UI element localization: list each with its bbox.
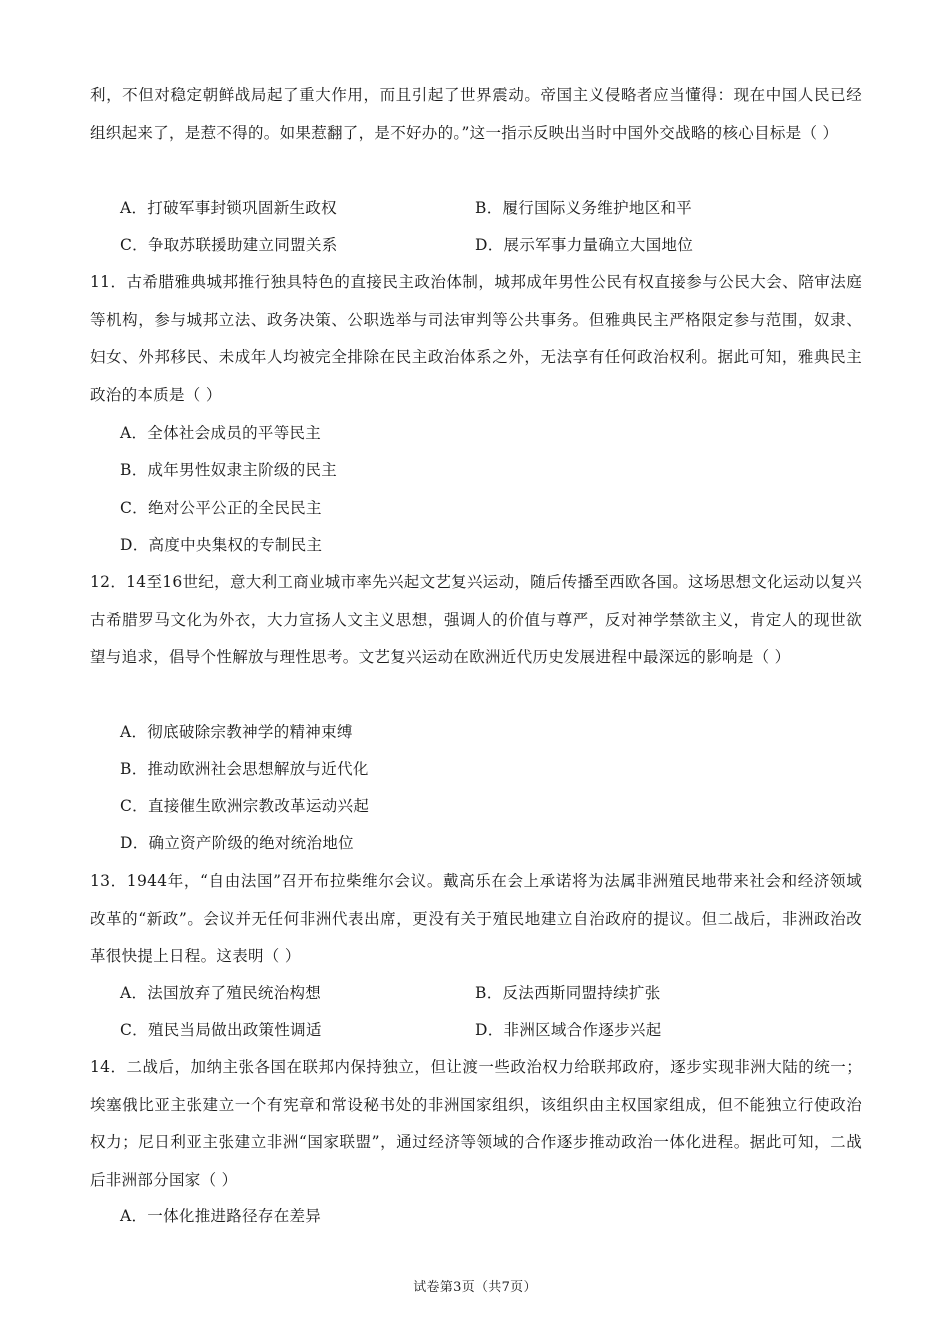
q10-option-a: A．打破军事封锁巩固新生政权 — [120, 199, 337, 217]
q12-option-c: C．直接催生欧洲宗教改革运动兴起 — [120, 797, 370, 815]
q10-option-d: D．展示军事力量确立大国地位 — [475, 236, 694, 254]
q12-option-a: A．彻底破除宗教神学的精神束缚 — [120, 723, 353, 741]
q11-option-c: C．绝对公平公正的全民民主 — [120, 499, 322, 517]
q12-option-d: D．确立资产阶级的绝对统治地位 — [120, 834, 354, 852]
q10-option-c: C．争取苏联援助建立同盟关系 — [120, 236, 338, 254]
q14-option-a: A．一体化推进路径存在差异 — [120, 1207, 322, 1225]
q11-option-d: D．高度中央集权的专制民主 — [120, 536, 323, 554]
q11-option-b: B．成年男性奴隶主阶级的民主 — [120, 461, 338, 479]
q12-stem: 12．14至16世纪，意大利工商业城市率先兴起文艺复兴运动，随后传播至西欧各国。这场思想文化运动以复兴古希腊罗马文化为外衣，大力宣扬人文主义思想，强调人的价值与尊严，反对神学禁欲主义，肯定人的现世欲望与追求，倡导个性解放与理性思考。文艺复兴运动在欧洲近代历史发展进程中最深远的影响是（ ） — [90, 573, 862, 666]
page-number-footer: 试卷第3页（共7页） — [413, 1280, 537, 1295]
q13-option-c: C．殖民当局做出政策性调适 — [120, 1021, 322, 1039]
q11-option-a: A．全体社会成员的平等民主 — [120, 424, 322, 442]
q10-stem: 利，不但对稳定朝鲜战局起了重大作用，而且引起了世界震动。帝国主义侵略者应当懂得：现在中国人民已经组织起来了，是惹不得的。如果惹翻了，是不好办的。”这一指示反映出当时中国外交战略的核心目标是（ ） — [90, 86, 862, 142]
q13-option-d: D．非洲区域合作逐步兴起 — [475, 1021, 662, 1039]
q13-option-a: A．法国放弃了殖民统治构想 — [120, 984, 322, 1002]
q14-stem: 14．二战后，加纳主张各国在联邦内保持独立，但让渡一些政治权力给联邦政府，逐步实现非洲大陆的统一；埃塞俄比亚主张建立一个有宪章和常设秘书处的非洲国家组织，该组织由主权国家组成，但不能独立行使政治权力；尼日利亚主张建立非洲“国家联盟”，通过经济等领域的合作逐步推动政治一体化进程。据此可知，二战后非洲部分国家（ ） — [90, 1058, 862, 1189]
q10-option-b: B．履行国际义务维护地区和平 — [475, 199, 693, 217]
q11-stem: 11．古希腊雅典城邦推行独具特色的直接民主政治体制，城邦成年男性公民有权直接参与公民大会、陪审法庭等机构，参与城邦立法、政务决策、公职选举与司法审判等公共事务。但雅典民主严格限定参与范围，奴隶、妇女、外邦移民、未成年人均被完全排除在民主政治体系之外，无法享有任何政治权利。据此可知，雅典民主政治的本质是（ ） — [90, 273, 862, 404]
q13-stem: 13．1944年，“自由法国”召开布拉柴维尔会议。戴高乐在会上承诺将为法属非洲殖民地带来社会和经济领域改革的“新政”。会议并无任何非洲代表出席，更没有关于殖民地建立自治政府的提议。但二战后，非洲政治改革很快提上日程。这表明（ ） — [90, 872, 862, 965]
q13-option-b: B．反法西斯同盟持续扩张 — [475, 984, 661, 1002]
q12-option-b: B．推动欧洲社会思想解放与近代化 — [120, 760, 369, 778]
